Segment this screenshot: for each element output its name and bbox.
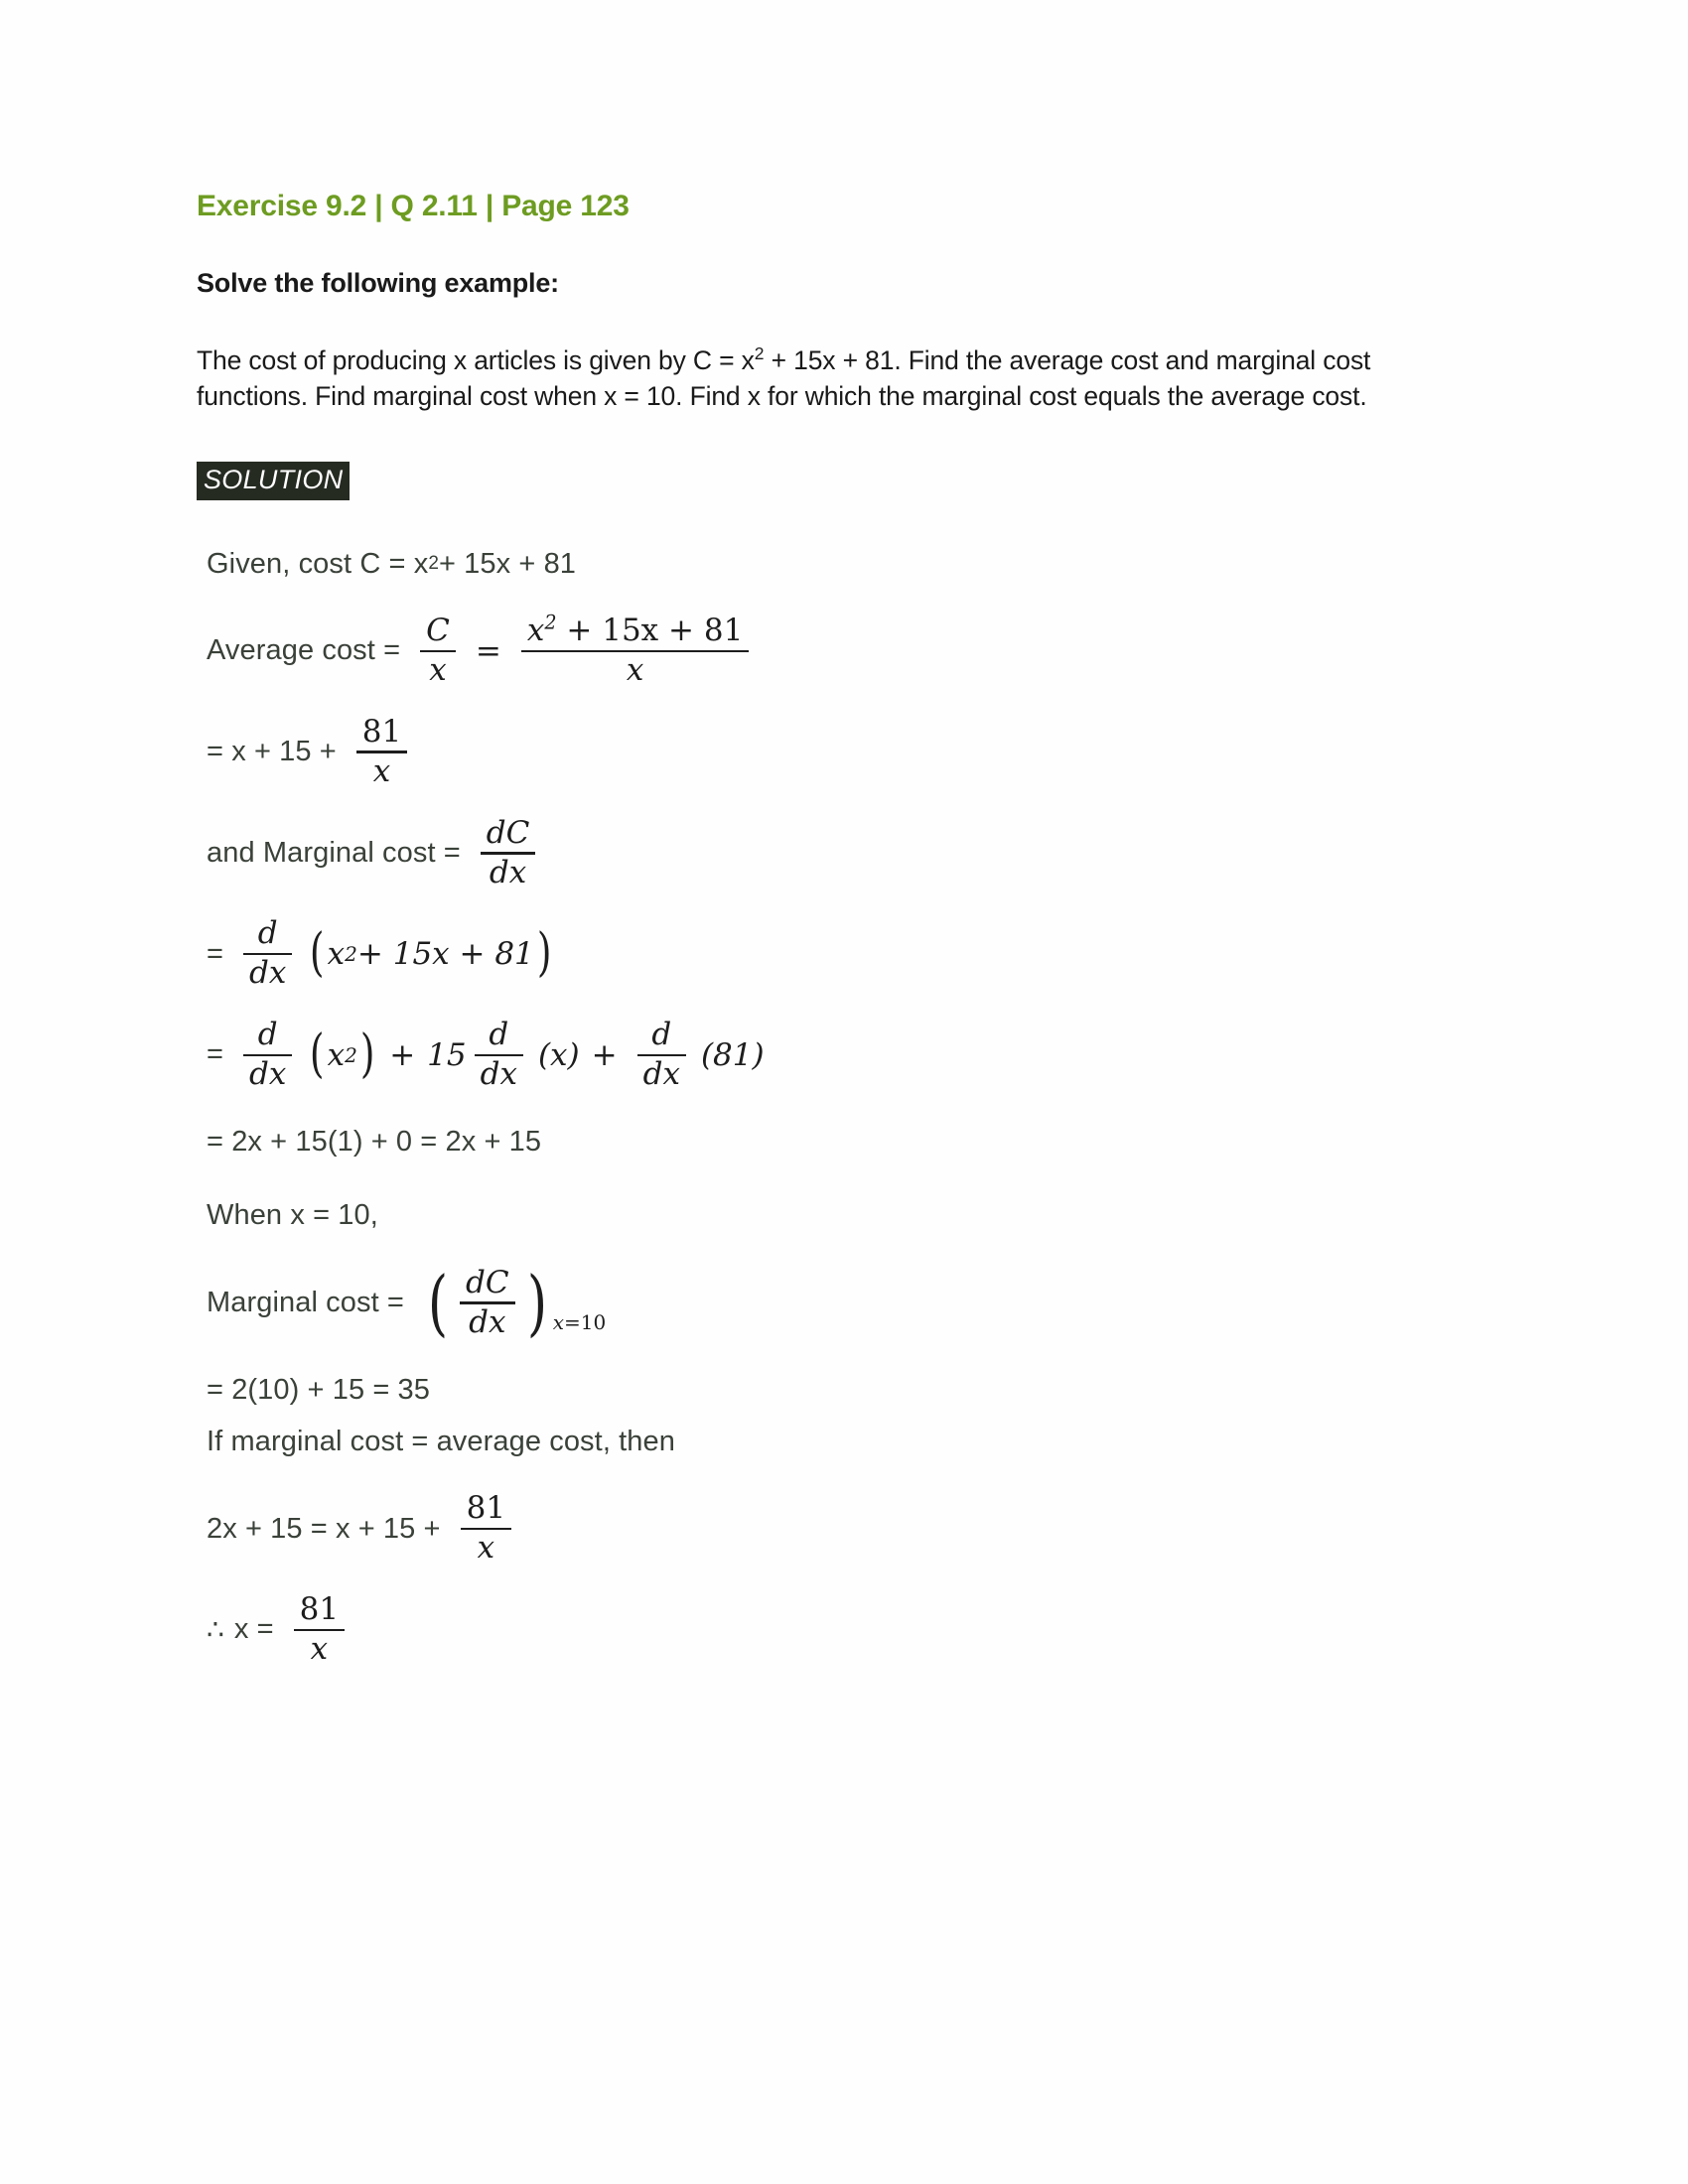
fraction-denominator: dx (249, 955, 287, 992)
fraction-c-over-x (420, 615, 456, 687)
solution-line-result (207, 1121, 1507, 1164)
fraction-denominator: dx (249, 1056, 287, 1093)
fraction-numerator: 81 (466, 1490, 506, 1527)
fraction-d-over-dx-3 (637, 1016, 686, 1093)
instruction-heading: Solve the following example: (197, 268, 559, 298)
plus-sign-2: + (591, 1036, 618, 1073)
average-cost-label: Average cost = (207, 634, 401, 667)
derivative-body-base: x (327, 936, 346, 973)
fraction-denominator: dx (642, 1056, 680, 1093)
fraction-numerator: 81 (361, 713, 402, 750)
fraction-numerator: d (257, 1016, 278, 1052)
term1-exponent: 2 (345, 1042, 357, 1067)
equals-sign: = (475, 632, 501, 669)
marginal-cost-label: and Marginal cost = (207, 836, 461, 869)
fraction-d-over-dx-2 (475, 1016, 523, 1093)
fraction-d-over-dx-1 (243, 1016, 292, 1093)
solution-line-average-cost (207, 611, 1507, 689)
fraction-denominator: dx (480, 1056, 517, 1093)
when-text: When x = 10, (207, 1199, 378, 1232)
paren-open-1: ( (310, 1024, 325, 1084)
fraction-dc-over-dx (460, 1264, 515, 1340)
fraction-81-over-x (294, 1591, 345, 1668)
term3: (81) (700, 1036, 765, 1073)
parenthesized-derivative (424, 1261, 607, 1345)
given-exponent: 2 (428, 553, 439, 575)
solution-tag-wrapper (197, 462, 1507, 542)
fraction-numerator (521, 611, 749, 650)
derivative-expanded-lead: = (207, 1038, 224, 1071)
subscript-evaluation (553, 1310, 607, 1334)
derivative-body-exponent: 2 (345, 942, 357, 967)
numerator-exponent: 2 (544, 611, 557, 634)
therefore-symbol: ∴ (207, 1613, 224, 1647)
fraction-denominator: x (429, 652, 447, 689)
fraction-d-over-dx (243, 915, 292, 992)
fraction-polynomial-over-x (521, 611, 749, 689)
fraction-81-over-x (461, 1490, 511, 1567)
fraction-denominator: x (310, 1631, 329, 1668)
given-text-b: + 15x + 81 (438, 547, 577, 580)
question-part-1: The cost of producing x articles is given by C = x (197, 345, 755, 375)
subscript-value: 10 (580, 1310, 607, 1335)
coefficient-15: 15 (427, 1036, 467, 1073)
term2: (x) (537, 1036, 580, 1073)
numerator-rest: + 15x + 81 (556, 613, 744, 649)
question-part-2: + 15x + 81. Find the average cost and marginal cost functions. Find marginal cost when x = 10. Find x for which the marginal cost equals the average cost. (197, 345, 1371, 412)
paren-open: ( (427, 1261, 449, 1345)
solution-line-eval-result (207, 1368, 1507, 1412)
final-lead: x = (233, 1613, 274, 1646)
solution-line-derivative-expanded (207, 1016, 1507, 1093)
result-text: = 2x + 15(1) + 0 = 2x + 15 (207, 1126, 542, 1159)
derivative-lead: = (207, 937, 224, 970)
solution-line-marginal-eval (207, 1261, 1507, 1345)
marginal-eval-label: Marginal cost = (207, 1287, 404, 1319)
subscript-variable: x (552, 1310, 564, 1335)
fraction-numerator: d (651, 1016, 672, 1052)
eval-result-text: = 2(10) + 15 = 35 (207, 1373, 431, 1406)
solution-line-when (207, 1194, 1507, 1238)
solution-line-marginal-cost (207, 814, 1507, 890)
solution-line-derivative (207, 915, 1507, 992)
fraction-numerator: dC (486, 814, 530, 851)
equation-lead: 2x + 15 = x + 15 + (207, 1512, 441, 1545)
plus-sign-1: + (389, 1036, 416, 1073)
fraction-numerator: d (257, 915, 278, 952)
paren-close: ) (536, 923, 552, 984)
subscript-equals: = (564, 1310, 581, 1335)
term1-base: x (327, 1036, 346, 1073)
solution-line-final (207, 1591, 1507, 1668)
fraction-denominator: dx (489, 854, 527, 890)
document-content (197, 189, 1507, 1688)
given-text-a: Given, cost C = x (207, 547, 429, 580)
fraction-numerator: dC (466, 1264, 509, 1300)
solution-line-average-expanded (207, 713, 1507, 789)
fraction-numerator: C (426, 613, 450, 649)
solution-line-given (207, 542, 1507, 586)
solution-line-condition (207, 1420, 1507, 1463)
fraction-denominator: dx (469, 1303, 506, 1340)
fraction-denominator: x (626, 652, 644, 689)
solution-line-equation (207, 1490, 1507, 1567)
question-exponent: 2 (754, 343, 765, 364)
solution-body (207, 542, 1507, 1666)
fraction-numerator: d (489, 1016, 509, 1052)
exercise-header: Exercise 9.2 | Q 2.11 | Page 123 (197, 190, 630, 222)
fraction-dc-over-dx (481, 814, 536, 890)
paren-close: ) (526, 1261, 547, 1345)
fraction-numerator: 81 (299, 1591, 340, 1628)
question-text (197, 342, 1487, 414)
derivative-body-rest: + 15x + 81 (356, 936, 534, 973)
solution-tag: SOLUTION (197, 462, 350, 500)
average-expanded-lead: = x + 15 + (207, 736, 337, 768)
fraction-81-over-x (356, 713, 407, 789)
paren-open: ( (310, 923, 325, 984)
numerator-base: x (526, 613, 545, 649)
fraction-denominator: x (372, 752, 391, 789)
fraction-denominator: x (477, 1530, 495, 1567)
paren-close-1: ) (359, 1024, 375, 1084)
condition-text: If marginal cost = average cost, then (207, 1425, 675, 1457)
